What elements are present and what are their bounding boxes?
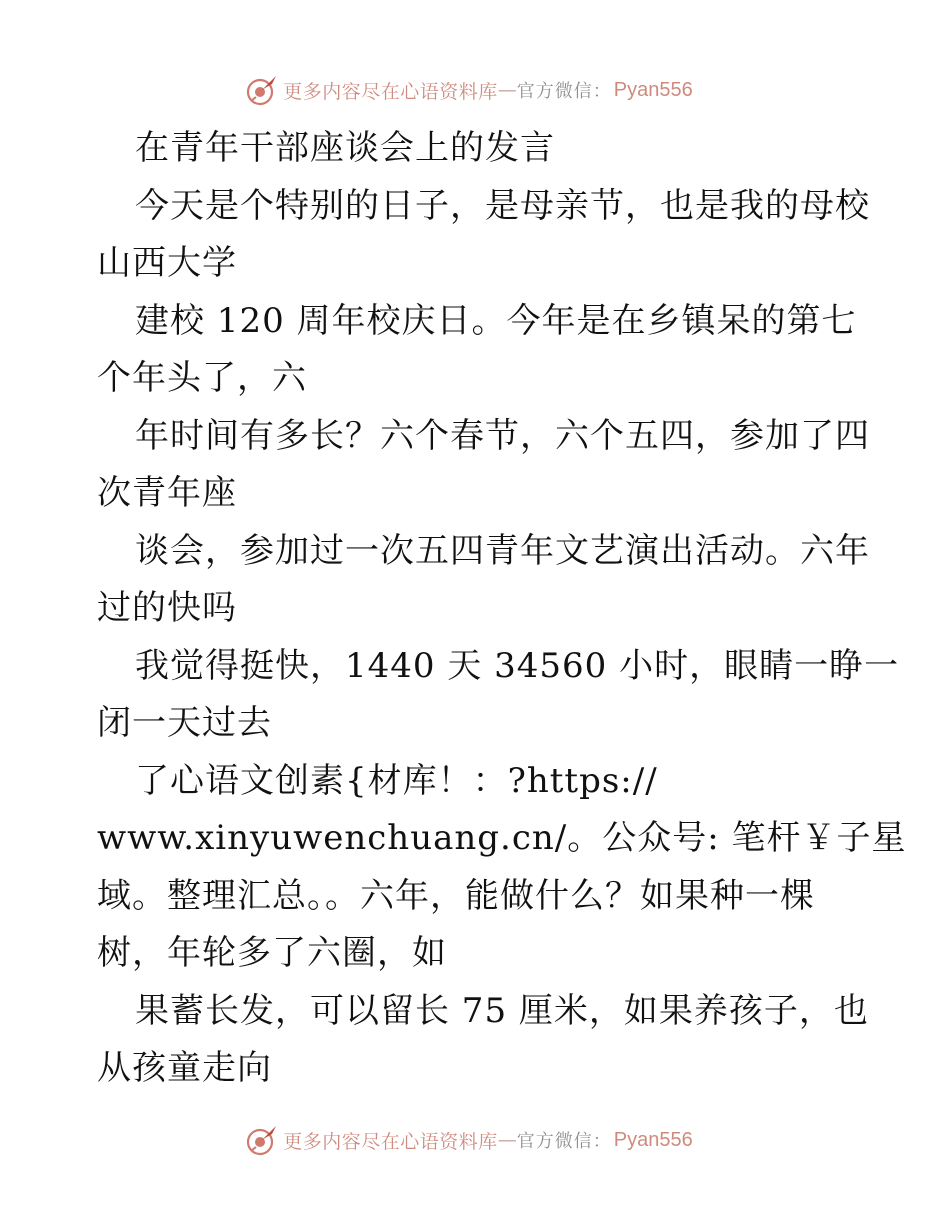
watermark-sub-text: 官方微信： bbox=[516, 1131, 612, 1152]
paragraph-line: 次青年座 bbox=[97, 473, 237, 513]
paragraph-line: 个年头了，六 bbox=[97, 358, 307, 398]
paragraph-line: 谈会，参加过一次五四青年文艺演出活动。六年 bbox=[135, 530, 870, 571]
watermark-sub-text: 官方微信： bbox=[516, 81, 612, 102]
paragraph-line: 山西大学 bbox=[97, 243, 237, 283]
paragraph-line: 过的快吗 bbox=[97, 588, 237, 628]
watermark-id: Pyan556 bbox=[613, 78, 693, 101]
watermark-id: Pyan556 bbox=[613, 1128, 693, 1151]
watermark-header bbox=[0, 70, 950, 110]
paragraph-line: 域。整理汇总。。六年，能做什么？如果种一棵 bbox=[97, 875, 815, 916]
watermark-footer bbox=[0, 1120, 950, 1160]
watermark-separator: — bbox=[497, 79, 517, 101]
paragraph-line: 年时间有多长？六个春节，六个五四，参加了四 bbox=[135, 415, 870, 456]
paragraph-line: 树，年轮多了六圈，如 bbox=[97, 933, 447, 973]
quill-pen-logo-icon bbox=[245, 1123, 279, 1157]
paragraph-line: 闭一天过去 bbox=[97, 703, 272, 743]
paragraph-line: 今天是个特别的日子，是母亲节，也是我的母校 bbox=[135, 185, 870, 226]
document-body bbox=[97, 120, 907, 1098]
document-title: 在青年干部座谈会上的发言 bbox=[135, 128, 555, 168]
watermark-separator: — bbox=[497, 1129, 517, 1151]
paragraph-line: 建校 120 周年校庆日。今年是在乡镇呆的第七 bbox=[135, 300, 857, 341]
quill-pen-logo-icon bbox=[245, 73, 279, 107]
paragraph-line: 果蓄长发，可以留长 75 厘米，如果养孩子，也 bbox=[135, 990, 869, 1031]
paragraph-line: 了心语文创素{材库！：?https:// bbox=[135, 760, 658, 801]
paragraph-line: 我觉得挺快，1440 天 34560 小时，眼睛一睁一 bbox=[135, 645, 900, 686]
paragraph-line: www.xinyuwenchuang.cn/。公众号: 笔杆￥子星 bbox=[97, 818, 907, 858]
paragraph-line: 从孩童走向 bbox=[97, 1048, 272, 1088]
watermark-main-text: 更多内容尽在心语资料库 bbox=[283, 80, 498, 103]
watermark-main-text: 更多内容尽在心语资料库 bbox=[283, 1130, 498, 1153]
